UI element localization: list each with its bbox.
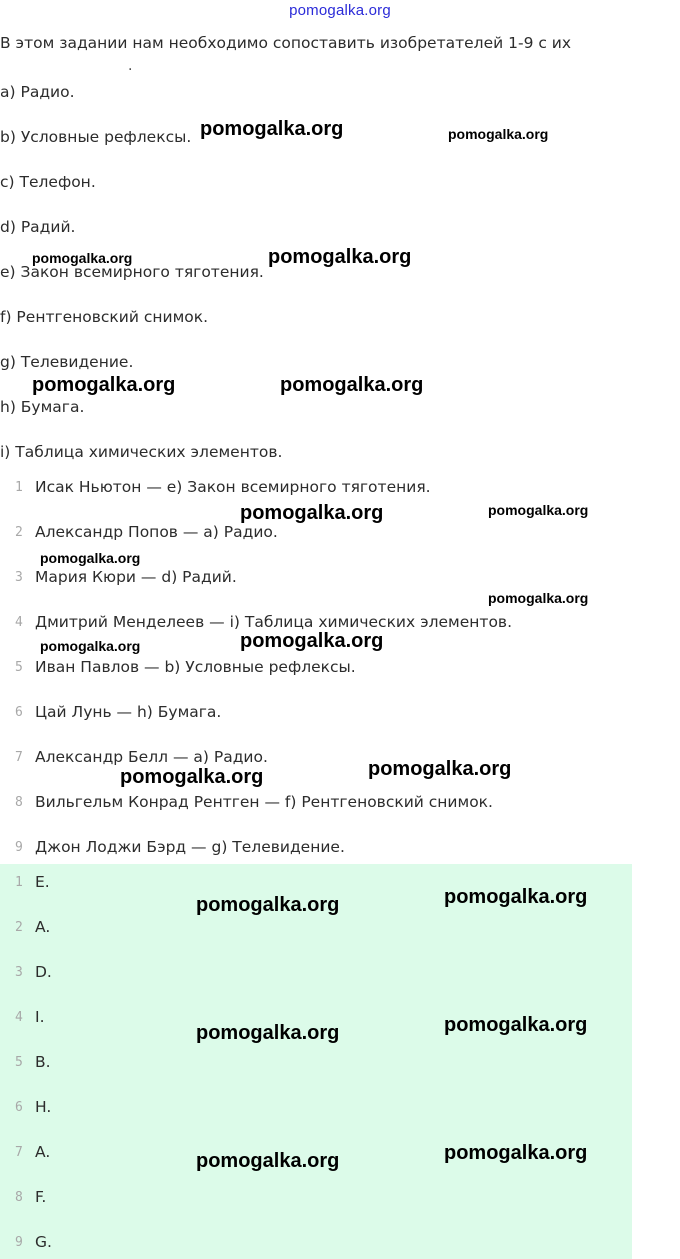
- answer-text: Мария Кюри — d) Радий.: [35, 568, 237, 586]
- option-e: e) Закон всемирного тяготения.: [0, 263, 264, 281]
- row-number: 2: [15, 525, 23, 540]
- row-number: 8: [15, 795, 23, 810]
- row-number: 3: [15, 570, 23, 585]
- answer-text: Исак Ньютон — e) Закон всемирного тяготения.: [35, 478, 431, 496]
- row-number: 9: [15, 840, 23, 855]
- answer-text: Александр Попов — a) Радио.: [35, 523, 278, 541]
- solution-letter: B.: [35, 1053, 51, 1071]
- watermark: pomogalka.org: [196, 1022, 340, 1044]
- watermark: pomogalka.org: [444, 1142, 588, 1164]
- watermark: pomogalka.org: [120, 766, 264, 788]
- watermark: pomogalka.org: [240, 630, 384, 652]
- solution-letter: A.: [35, 1143, 51, 1161]
- row-number: 9: [15, 1235, 23, 1250]
- watermark: pomogalka.org: [196, 1150, 340, 1172]
- row-number: 2: [15, 920, 23, 935]
- option-h: h) Бумага.: [0, 398, 85, 416]
- solution-letter: D.: [35, 963, 52, 981]
- row-number: 4: [15, 1010, 23, 1025]
- watermark: pomogalka.org: [268, 246, 412, 268]
- watermark: pomogalka.org: [32, 250, 133, 266]
- row-number: 8: [15, 1190, 23, 1205]
- solution-letter: G.: [35, 1233, 52, 1251]
- solution-letter: H.: [35, 1098, 52, 1116]
- row-number: 6: [15, 1100, 23, 1115]
- row-number: 4: [15, 615, 23, 630]
- watermark: pomogalka.org: [196, 894, 340, 916]
- watermark: pomogalka.org: [40, 638, 141, 654]
- watermark: pomogalka.org: [444, 1014, 588, 1036]
- solution-letter: E.: [35, 873, 50, 891]
- row-number: 7: [15, 1145, 23, 1160]
- row-number: 6: [15, 705, 23, 720]
- answer-text: Дмитрий Менделеев — i) Таблица химических элементов.: [35, 613, 512, 631]
- watermark: pomogalka.org: [32, 374, 176, 396]
- row-number: 1: [15, 875, 23, 890]
- row-number: 5: [15, 660, 23, 675]
- site-header-link[interactable]: pomogalka.org: [289, 2, 391, 19]
- option-c: c) Телефон.: [0, 173, 96, 191]
- task-intro: В этом задании нам необходимо сопоставить изобретателей 1-9 с их: [0, 34, 572, 52]
- solution-block: [0, 864, 632, 1259]
- watermark: pomogalka.org: [368, 758, 512, 780]
- row-number: 7: [15, 750, 23, 765]
- answer-text: Джон Лоджи Бэрд — g) Телевидение.: [35, 838, 345, 856]
- row-number: 3: [15, 965, 23, 980]
- watermark: pomogalka.org: [200, 118, 344, 140]
- answer-text: Цай Лунь — h) Бумага.: [35, 703, 222, 721]
- solution-letter: A.: [35, 918, 51, 936]
- watermark: pomogalka.org: [488, 590, 589, 606]
- watermark: pomogalka.org: [240, 502, 384, 524]
- option-a: a) Радио.: [0, 83, 75, 101]
- option-f: f) Рентгеновский снимок.: [0, 308, 209, 326]
- solution-letter: I.: [35, 1008, 45, 1026]
- option-b: b) Условные рефлексы.: [0, 128, 192, 146]
- row-number: 1: [15, 480, 23, 495]
- answer-text: Вильгельм Конрад Рентген — f) Рентгеновский снимок.: [35, 793, 493, 811]
- watermark: pomogalka.org: [280, 374, 424, 396]
- watermark: pomogalka.org: [444, 886, 588, 908]
- watermark: pomogalka.org: [488, 502, 589, 518]
- intro-dot: .: [128, 58, 133, 74]
- option-i: i) Таблица химических элементов.: [0, 443, 283, 461]
- option-d: d) Радий.: [0, 218, 76, 236]
- option-g: g) Телевидение.: [0, 353, 134, 371]
- watermark: pomogalka.org: [40, 550, 141, 566]
- answer-text: Иван Павлов — b) Условные рефлексы.: [35, 658, 356, 676]
- answer-text: Александр Белл — a) Радио.: [35, 748, 268, 766]
- row-number: 5: [15, 1055, 23, 1070]
- watermark: pomogalka.org: [448, 126, 549, 142]
- solution-letter: F.: [35, 1188, 47, 1206]
